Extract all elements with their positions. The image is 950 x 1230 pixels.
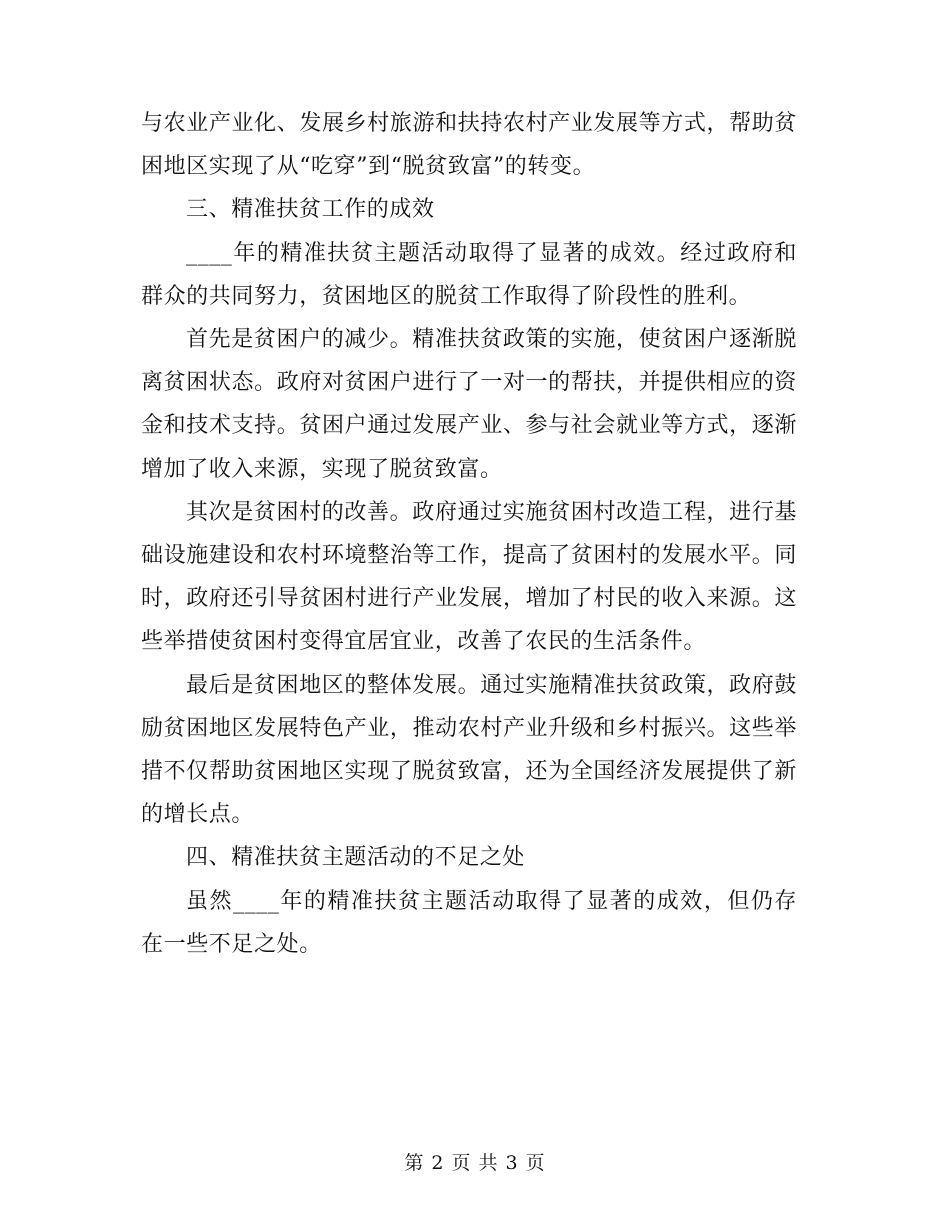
paragraph-results-intro: ____年的精准扶贫主题活动取得了显著的成效。经过政府和群众的共同努力，贫困地区的脱贫工作取得了阶段性的胜利。 [141,240,797,309]
section-heading-3: 三、精准扶贫工作的成效 [186,197,435,223]
section-heading-4: 四、精准扶贫主题活动的不足之处 [186,845,526,871]
document-body [141,102,797,966]
paragraph-shortcomings-intro: 虽然____年的精准扶贫主题活动取得了显著的成效，但仍存在一些不足之处。 [141,888,797,957]
paragraph-overall-development: 最后是贫困地区的整体发展。通过实施精准扶贫政策，政府鼓励贫困地区发展特色产业，推动农村产业升级和乡村振兴。这些举措不仅帮助贫困地区实现了脱贫致富，还为全国经济发展提供了新的增长点。 [141,672,797,828]
page-number-footer: 第 2 页 共 3 页 [404,1152,546,1174]
paragraph-poor-households: 首先是贫困户的减少。精准扶贫政策的实施，使贫困户逐渐脱离贫困状态。政府对贫困户进行了一对一的帮扶，并提供相应的资金和技术支持。贫困户通过发展产业、参与社会就业等方式，逐渐增加了收入来源，实现了脱贫致富。 [141,327,797,482]
paragraph-continuation: 与农业产业化、发展乡村旅游和扶持农村产业发展等方式，帮助贫困地区实现了从“吃穿”到“脱贫致富”的转变。 [141,111,797,180]
paragraph-poor-villages: 其次是贫困村的改善。政府通过实施贫困村改造工程，进行基础设施建设和农村环境整治等工作，提高了贫困村的发展水平。同时，政府还引导贫困村进行产业发展，增加了村民的收入来源。这些举措使贫困村变得宜居宜业，改善了农民的生活条件。 [141,499,797,655]
